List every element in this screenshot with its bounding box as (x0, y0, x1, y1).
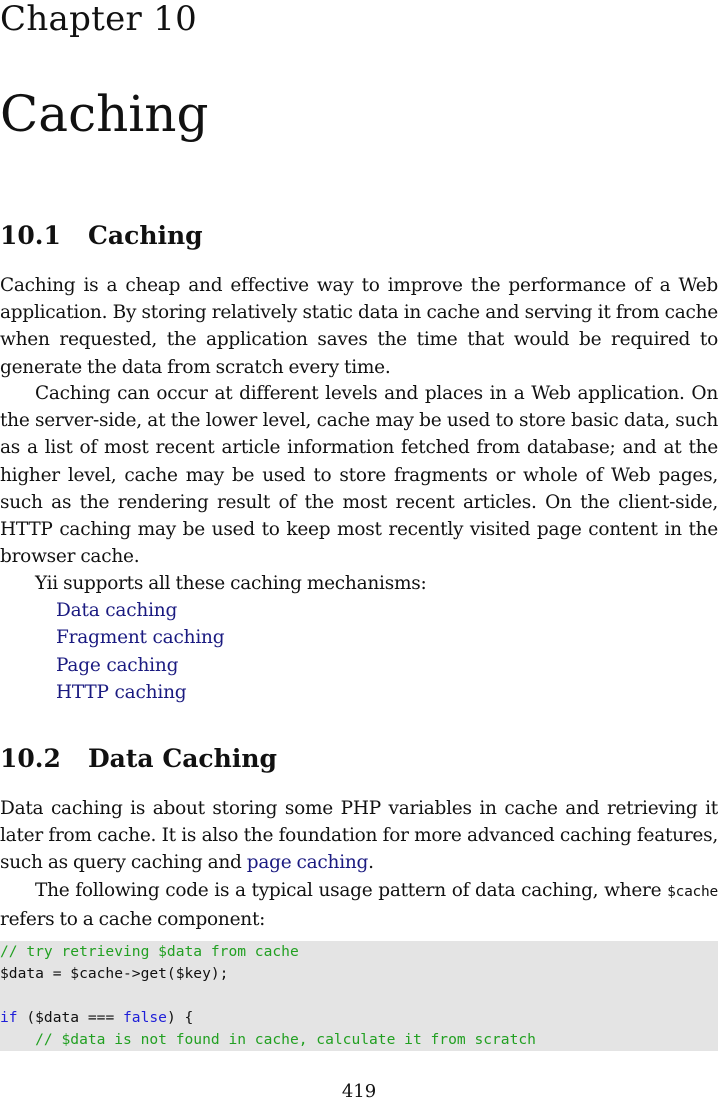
code-line: $data = $cache->get($key); (0, 965, 229, 982)
code-text: ($data === (17, 1009, 124, 1026)
caching-links-list (56, 597, 224, 707)
code-comment-line: // try retrieving $data from cache (0, 943, 299, 960)
section-heading-10-1 (0, 221, 203, 251)
paragraph: Caching is a cheap and effective way to improve the performance of a Web application. By storing relatively static data in cache and serving it from cache when requested, the application saves the time that would be required to generate the data from scratch every time. (0, 275, 718, 378)
list-item (56, 652, 224, 679)
page-caching-link[interactable]: Page caching (56, 654, 179, 676)
paragraph-text: Data caching is about storing some PHP variables in cache and retrieving it later from cache. It is also the foundation for more advanced caching features, such as query caching and (0, 798, 718, 874)
paragraph-text: . (368, 852, 374, 874)
paragraph: Caching can occur at different levels and places in a Web application. On the server-side, at the lower level, cache may be used to store basic data, such as a list of most recent article information fetched from database; and at the higher level, cache may be used to store fragments or whole of Web pages, such as the rendering result of the most recent articles. On the client-side, HTTP caching may be used to keep most recently visited page content in the browser cache. (0, 383, 718, 568)
paragraph-text: The following code is a typical usage pattern of data caching, where (35, 880, 668, 901)
chapter-title: Caching (0, 85, 209, 143)
code-keyword: false (123, 1009, 167, 1026)
list-item (56, 624, 224, 651)
code-comment-line: // $data is not found in cache, calculate it from scratch (0, 1031, 536, 1048)
list-item (56, 597, 224, 624)
page-caching-inline-link[interactable]: page caching (246, 852, 369, 874)
paragraph (0, 877, 718, 933)
section-title: Caching (88, 221, 203, 250)
http-caching-link[interactable]: HTTP caching (56, 682, 187, 704)
paragraph-text: refers to a cache component: (0, 909, 266, 931)
page-number: 419 (341, 1081, 377, 1102)
code-keyword: if (0, 1009, 18, 1026)
paragraph: Yii supports all these caching mechanisms: (35, 573, 427, 594)
code-text: ) { (166, 1009, 194, 1026)
fragment-caching-link[interactable]: Fragment caching (56, 627, 225, 649)
paragraph (0, 795, 718, 877)
inline-code: $cache (667, 884, 718, 900)
section-title: Data Caching (88, 744, 277, 773)
section-number: 10.2 (0, 744, 61, 773)
chapter-label: Chapter 10 (0, 0, 198, 39)
list-item (56, 679, 224, 706)
data-caching-link[interactable]: Data caching (56, 600, 178, 621)
section-heading-10-2 (0, 744, 277, 774)
code-line (0, 1007, 193, 1029)
code-block (0, 941, 718, 1051)
section-number: 10.1 (0, 221, 61, 250)
